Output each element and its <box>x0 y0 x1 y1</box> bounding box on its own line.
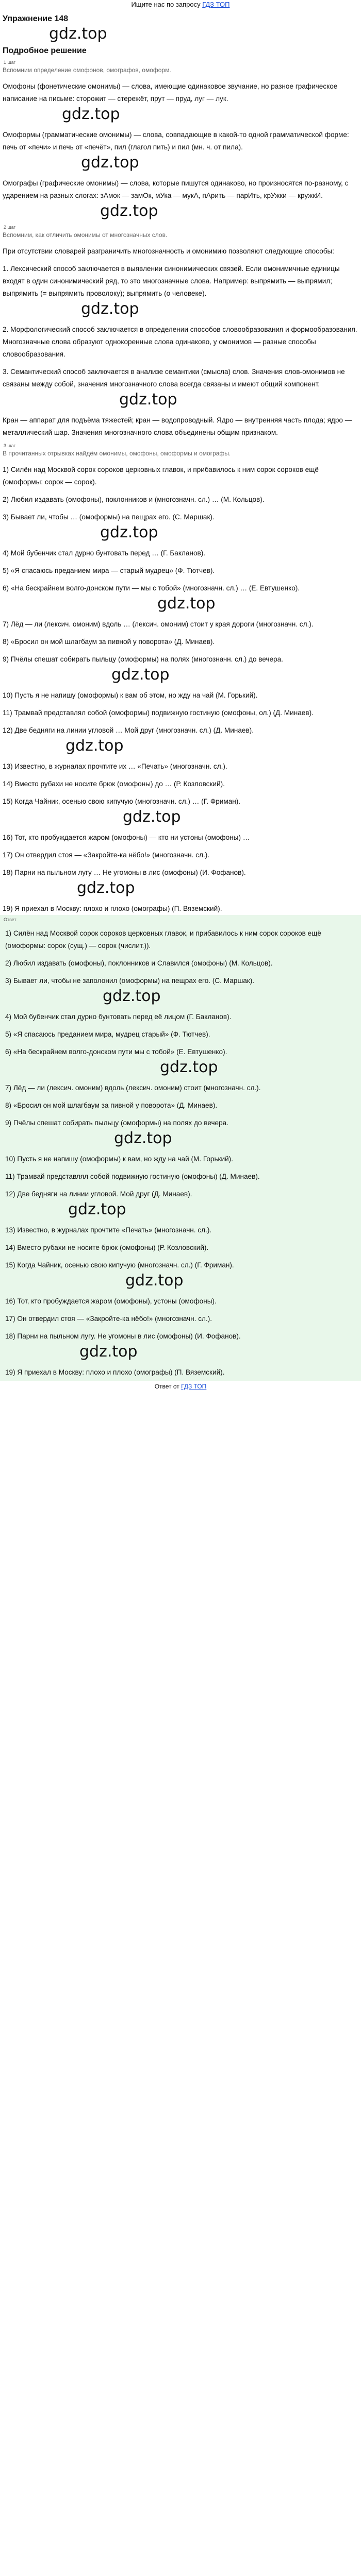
part3-item: 1) Силён над Москвой сорок сороков церковных главок, и прибавилось к ним сорок сороков ещё (омоформы: сорок — сорок). <box>3 466 319 486</box>
part4-item: 4) Мой бубенчик стал дурно бунтовать перед её лицом (Г. Бакланов). <box>5 1013 232 1021</box>
part3-item: 15) Когда Чайник, осенью свою кипучую (многозначн. сл.) … (Г. Фриман). <box>3 798 241 805</box>
watermark: gdz.top <box>111 666 170 684</box>
part3-item: 3) Бывает ли, чтобы … (омоформы) на пещрах его. (С. Маршак). <box>3 513 215 521</box>
part4-item: 7) Лёд — ли (лексич. омоним) вдоль (лексич. омоним) стоит (многозначн. сл.). <box>5 1084 261 1092</box>
watermark: gdz.top <box>100 523 158 541</box>
label-answer: Ответ <box>4 917 17 922</box>
part2-item: 1. Лексический способ заключается в выявлении синонимических связей. Если омонимичные единицы входят в один синонимический ряд, то это многозначные слова. Например: выпрямить — выпрямил; выпрямить (= выпрямить проволоку); выпрямить (о человеке). <box>3 265 340 297</box>
watermark: gdz.top <box>65 737 124 755</box>
part4-item: 12) Две бедняги на линии угловой. Мой друг (Д. Минаев). <box>5 1190 192 1198</box>
part3-item: 13) Известно, в журналах прочтите их … «Печать» (многозначн. сл.). <box>3 762 227 770</box>
watermark: gdz.top <box>81 300 139 318</box>
watermark: gdz.top <box>49 25 107 43</box>
part2-item: Кран — аппарат для подъёма тяжестей; кран — водопроводный. Ядро — внутренняя часть плода; ядро — металлический шар. Значения многозначного слова объединены общим признаком. <box>3 416 352 436</box>
part3-item: 9) Пчёлы спешат собирать пыльцу (омоформы) на полях (многозначн. сл.) до вечера. <box>3 655 283 663</box>
page-title: Упражнение 148 <box>3 14 69 23</box>
part3-item: 8) «Бросил он мой шлагбаум за пивной у поворота» (Д. Минаев). <box>3 638 215 646</box>
part4-item: 15) Когда Чайник, осенью свою кипучую (многозначн. сл.) (Г. Фриман). <box>5 1261 234 1269</box>
part4-item: 6) «На бескрайнем волго-донском пути мы с тобой» (Е. Евтушенко). <box>5 1048 227 1056</box>
watermark: gdz.top <box>103 987 161 1005</box>
watermark: gdz.top <box>123 808 181 826</box>
part4-item: 17) Он отвердил стоя — «Закройте-ка нёбо!» (многозначн. сл.). <box>5 1315 212 1323</box>
task-1: Вспомним определение омофонов, омографов, омоформ. <box>3 66 171 74</box>
part4-item: 2) Любил издавать (омофоны), поклонников и Славился (омофоны) (М. Кольцов). <box>5 959 273 967</box>
part-1 <box>0 80 361 221</box>
part3-item: 10) Пусть я не напишу (омоформы) к вам об этом, но жду на чай (М. Горький). <box>3 691 258 699</box>
section-title: Подробное решение <box>3 46 87 55</box>
part3-item: 5) «Я спасаюсь преданием мира — старый мудрец» (Ф. Тютчев). <box>3 567 215 574</box>
part4-item: 10) Пусть я не напишу (омоформы) к вам, но жду на чай (М. Горький). <box>5 1155 233 1163</box>
part4-item: 19) Я приехал в Москву: плохо и плохо (омографы) (П. Вяземский). <box>5 1368 225 1376</box>
part3-item: 12) Две бедняги на линии угловой … Мой друг (многозначн. сл.) (Д. Минаев). <box>3 726 254 734</box>
watermark: gdz.top <box>125 1272 184 1290</box>
part1-item: Омоформы (грамматические омонимы) — слова, совпадающие в какой-то одной грамматической форме: печь от «печи» и печь от «печёт», пил (глагол пить) и пил (мн. ч. от пила). <box>3 131 349 151</box>
part-3 <box>0 464 361 915</box>
watermark: gdz.top <box>119 391 177 409</box>
part4-item: 9) Пчёлы спешат собирать пыльцу (омоформы) на полях до вечера. <box>5 1119 228 1127</box>
task-3: В прочитанных отрывках найдём омонимы, омофоны, омоформы и омографы. <box>3 450 231 457</box>
watermark: gdz.top <box>100 202 158 220</box>
part3-item: 16) Тот, кто пробуждается жаром (омофоны) — кто ни устоны (омофоны) … <box>3 834 250 841</box>
part4-item: 14) Вместо рубахи не носите брюк (омофоны) (Р. Козловский). <box>5 1244 209 1251</box>
answer-block <box>0 915 361 1381</box>
label-2: 2 шаг <box>4 225 16 230</box>
watermark: gdz.top <box>77 879 135 897</box>
part2-item: При отсутствии словарей разграничить многозначность и омонимию позволяют следующие способы: <box>3 247 335 255</box>
part4-item: 18) Парни на пыльном лугу. Не угомоны в лис (омофоны) (И. Фофанов). <box>5 1332 241 1340</box>
footer: Ответ от ГДЗ ТОП <box>154 1383 207 1390</box>
watermark: gdz.top <box>157 595 216 613</box>
part4-item: 13) Известно, в журналах прочтите «Печать» (многозначн. сл.). <box>5 1226 212 1234</box>
label-3: 3 шаг <box>4 443 16 448</box>
part4-item: 11) Трамвай представлял собой подвижную гостиную (омофоны) (Д. Минаев). <box>5 1173 260 1180</box>
part2-item: 2. Морфологический способ заключается в определении способов словообразования и формообразования. Многозначные слова образуют однокоренные слова одинаково, у омонимов — разные способы словообразования. <box>3 326 357 358</box>
part3-item: 2) Любил издавать (омофоны), поклонников и (многозначн. сл.) … (М. Кольцов). <box>3 496 265 503</box>
part3-item: 14) Вместо рубахи не носите брюк (омофоны) до … (Р. Козловский). <box>3 780 225 788</box>
watermark: gdz.top <box>62 105 120 123</box>
part2-item: 3. Семантический способ заключается в анализе семантики (смысла) слов. Значения слов-омонимов не связаны между собой, значения многозначного слова всегда связаны и имеют общий компонент. <box>3 368 345 388</box>
part3-item: 4) Мой бубенчик стал дурно бунтовать перед … (Г. Бакланов). <box>3 549 206 557</box>
part1-item: Омографы (графические омонимы) — слова, которые пишутся одинаково, но произносятся по-разному, с ударением на разных слогах: зАмок — замОк, мУка — мукА, пАрить — парИть, крУжки — кружкИ. <box>3 179 349 199</box>
part4-item: 16) Тот, кто пробуждается жаром (омофоны), устоны (омофоны). <box>5 1297 217 1305</box>
part1-item: Омофоны (фонетические омонимы) — слова, имеющие одинаковое звучание, но разное графическое написание на письме: сторожит — стережёт, прут — пруд, луг — лук. <box>3 82 338 103</box>
label-1: 1 шаг <box>4 60 16 65</box>
search-hint: Ищите нас по запросу ГДЗ ТОП <box>131 1 230 8</box>
part4-item: 3) Бывает ли, чтобы не заполонил (омоформы) на пещрах его. (С. Маршак). <box>5 977 255 985</box>
part4-item: 1) Силён над Москвой сорок сороков церковных главок, и прибавилось к ним сорок сороков ещё (омоформы: сорок (сущ.) — сорок (числит.)). <box>5 929 321 950</box>
part-4 <box>3 927 358 1379</box>
part3-item: 11) Трамвай представлял собой (омоформы) подвижную гостиную (омофоны, ол.) (Д. Минаев). <box>3 709 314 717</box>
part4-item: 8) «Бросил он мой шлагбаум за пивной у поворота» (Д. Минаев). <box>5 1101 218 1109</box>
part3-item: 7) Лёд — ли (лексич. омоним) вдоль … (лексич. омоним) стоит у края дороги (многозначн. сл.). <box>3 620 314 628</box>
task-2: Вспомним, как отличить омонимы от многозначных слов. <box>3 231 168 239</box>
part-2 <box>0 245 361 439</box>
part3-item: 17) Он отвердил стоя — «Закройте-ка нёбо!» (многозначн. сл.). <box>3 851 210 859</box>
watermark: gdz.top <box>79 1343 138 1361</box>
watermark: gdz.top <box>160 1058 218 1076</box>
part4-item: 5) «Я спасаюсь преданием мира, мудрец старый» (Ф. Тютчев). <box>5 1030 210 1038</box>
watermark: gdz.top <box>68 1200 126 1218</box>
part3-item: 19) Я приехал в Москву: плохо и плохо (омографы) (П. Вяземский). <box>3 905 222 912</box>
part3-item: 6) «На бескрайнем волго-донском пути — мы с тобой» (многозначн. сл.) … (Е. Евтушенко). <box>3 584 300 592</box>
watermark: gdz.top <box>81 154 139 172</box>
watermark: gdz.top <box>114 1129 172 1147</box>
part3-item: 18) Парни на пыльном лугу … Не угомоны в лис (омофоны) (И. Фофанов). <box>3 869 246 876</box>
gdz-link[interactable]: ГДЗ ТОП <box>202 1 230 8</box>
